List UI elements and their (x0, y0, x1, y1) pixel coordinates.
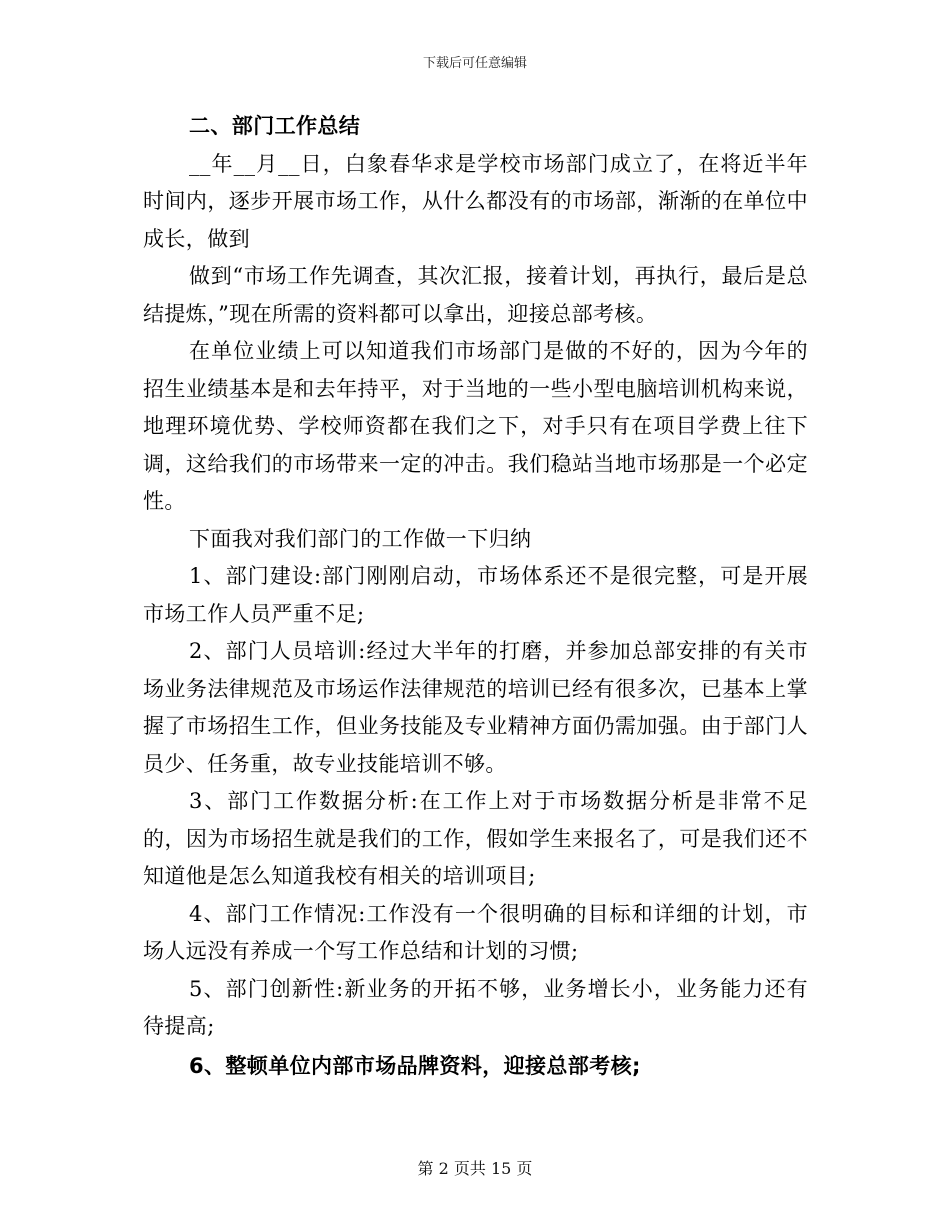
paragraph-summary-intro: 下面我对我们部门的工作做一下归纳 (189, 526, 532, 551)
list-item-innovation: 5、部门创新性:新业务的开拓不够，业务增长小，业务能力还有待提高; (143, 976, 808, 1038)
paragraph-market-work: 做到“市场工作先调查，其次汇报，接着计划，再执行，最后是总结提炼，”现在所需的资料都可以拿出，迎接总部考核。 (143, 264, 808, 326)
list-item-work-situation: 4、部门工作情况:工作没有一个很明确的目标和详细的计划，市场人远没有养成一个写工作总结和计划的习惯; (143, 901, 808, 963)
page-number: 第 2 页共 15 页 (417, 1159, 533, 1178)
list-item-brand-materials: 6、整顿单位内部市场品牌资料，迎接总部考核; (189, 1053, 641, 1078)
section-heading: 二、部门工作总结 (189, 114, 361, 138)
list-item-data-analysis: 3、部门工作数据分析:在工作上对于市场数据分析是非常不足的，因为市场招生就是我们的工作，假如学生来报名了，可是我们还不知道他是怎么知道我校有相关的培训项目; (143, 789, 808, 888)
paragraph-intro: __年__月__日，白象春华求是学校市场部门成立了，在将近半年时间内，逐步开展市场工作，从什么都没有的市场部，渐渐的在单位中成长，做到 (143, 151, 808, 251)
page-header: 下载后可任意编辑 (422, 56, 527, 71)
list-item-staff-training: 2、部门人员培训:经过大半年的打磨，并参加总部安排的有关市场业务法律规范及市场运作法律规范的培训已经有很多次，已基本上掌握了市场招生工作，但业务技能及专业精神方面仍需加强。由于部门人员少、任务重，故专业技能培训不够。 (143, 639, 808, 776)
paragraph-performance: 在单位业绩上可以知道我们市场部门是做的不好的，因为今年的招生业绩基本是和去年持平，对于当地的一些小型电脑培训机构来说，地理环境优势、学校师资都在我们之下，对手只有在项目学费上往下调，这给我们的市场带来一定的冲击。我们稳站当地市场那是一个必定性。 (143, 339, 808, 513)
document-body (143, 108, 808, 1085)
list-item-department-building: 1、部门建设:部门刚刚启动，市场体系还不是很完整，可是开展市场工作人员严重不足; (143, 564, 808, 626)
